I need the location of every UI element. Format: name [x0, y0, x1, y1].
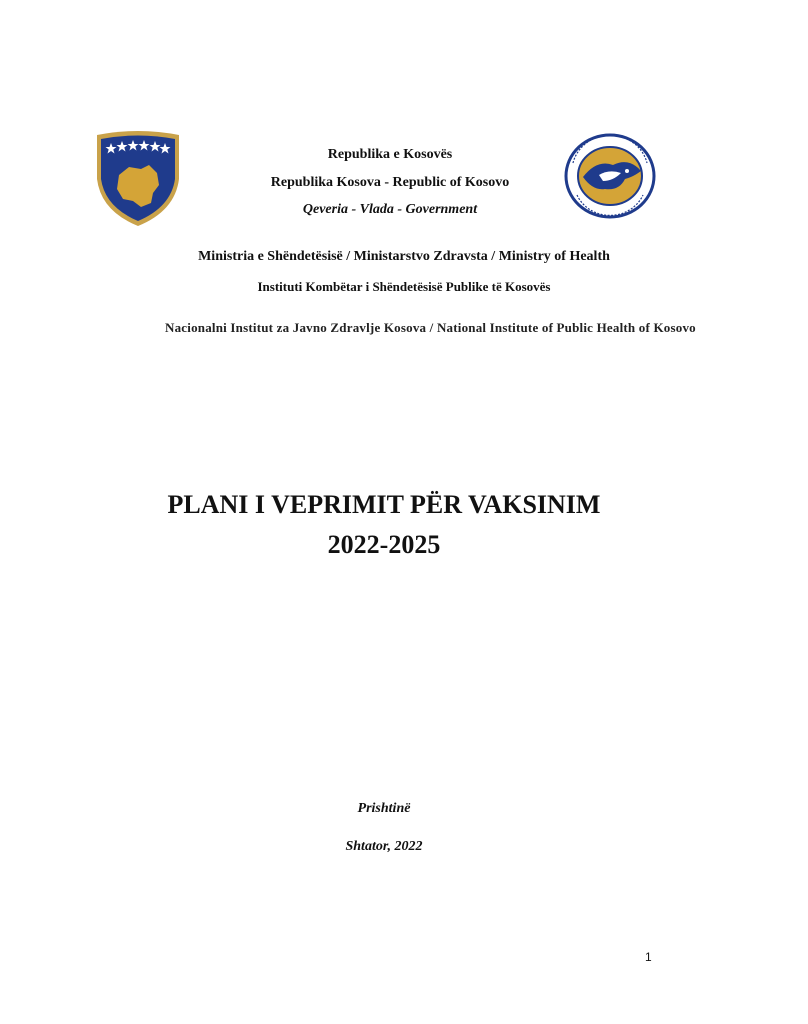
coat-of-arms-logo [95, 131, 181, 228]
place-label: Prishtinë [357, 801, 411, 816]
date-label: Shtator, 2022 [345, 839, 423, 854]
page-number: 1 [645, 950, 652, 964]
document-title-line2: 2022-2025 [327, 530, 441, 559]
institute-line: Instituti Kombëtar i Shëndetësisë Publike të Kosovës [257, 279, 551, 294]
header-line-republic: Republika Kosova - Republic of Kosovo [270, 175, 510, 190]
cut-off-line-text: Nacionalni Institut za Javno Zdravlje Kosova / National Institute of Public Health of Kosovo [165, 320, 696, 335]
header-line-government: Qeveria - Vlada - Government [302, 202, 478, 217]
document-title-line1: PLANI I VEPRIMIT PËR VAKSINIM [167, 490, 601, 519]
niph-seal-logo [563, 133, 657, 219]
header-line-republika: Republika e Kosovës [327, 147, 453, 162]
ministry-line: Ministria e Shëndetësisë / Ministarstvo Zdravsta / Ministry of Health [198, 249, 610, 264]
cut-off-line [165, 318, 696, 335]
